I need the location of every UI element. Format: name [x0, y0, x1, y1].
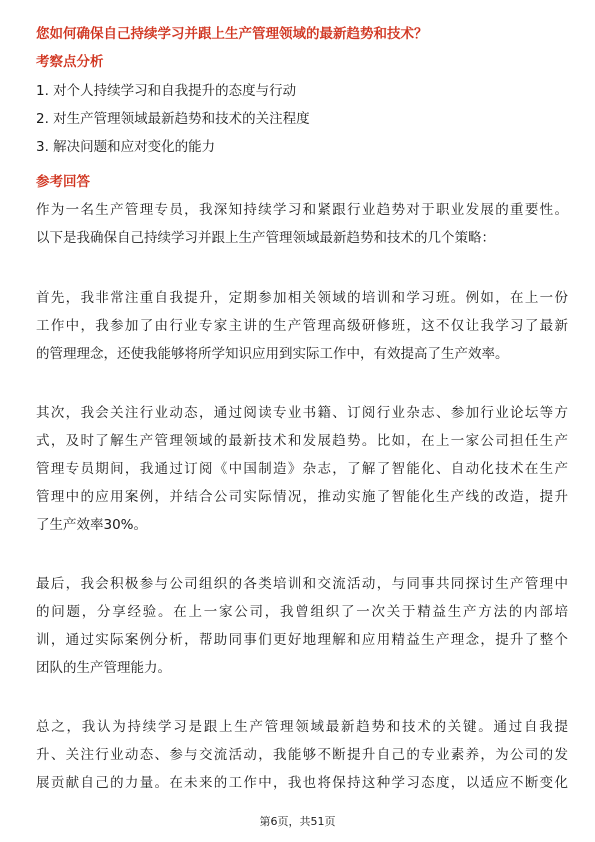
answer-paragraph-second — [36, 399, 568, 539]
paragraph-line: 团队的生产管理能力。 — [36, 660, 171, 676]
answer-paragraph-third — [36, 570, 568, 682]
answer-heading: 参考回答 — [36, 174, 90, 190]
paragraph-line: 训，通过实际案例分析，帮助同事们更好地理解和应用精益生产理念，提升了整个 — [36, 632, 568, 648]
paragraph-line: 以下是我确保自己持续学习并跟上生产管理领域最新趋势和技术的几个策略： — [36, 230, 495, 246]
paragraph-line: 作为一名生产管理专员，我深知持续学习和紧跟行业趋势对于职业发展的重要性。 — [36, 202, 568, 218]
paragraph-line: 其次，我会关注行业动态，通过阅读专业书籍、订阅行业杂志、参加行业论坛等方 — [36, 405, 568, 421]
analysis-heading: 考察点分析 — [36, 54, 104, 70]
paragraph-line: 总之，我认为持续学习是跟上生产管理领域最新趋势和技术的关键。通过自我提 — [36, 719, 568, 735]
paragraph-line: 管理专员期间，我通过订阅《中国制造》杂志，了解了智能化、自动化技术在生产 — [36, 461, 568, 477]
paragraph-line: 最后，我会积极参与公司组织的各类培训和交流活动，与同事共同探讨生产管理中 — [36, 576, 568, 592]
answer-paragraph-conclusion — [36, 713, 568, 797]
page-number-footer: 第6页，共51页 — [259, 815, 336, 828]
paragraph-line: 管理中的应用案例，并结合公司实际情况，推动实施了智能化生产线的改造，提升 — [36, 489, 568, 505]
paragraph-line: 式，及时了解生产管理领域的最新技术和发展趋势。比如，在上一家公司担任生产 — [36, 433, 568, 449]
paragraph-line: 首先，我非常注重自我提升，定期参加相关领域的培训和学习班。例如，在上一份 — [36, 290, 568, 306]
analysis-point-1: 1. 对个人持续学习和自我提升的态度与行动 — [36, 83, 297, 99]
paragraph-line: 的管理理念，还使我能够将所学知识应用到实际工作中，有效提高了生产效率。 — [36, 346, 509, 362]
answer-paragraph-first — [36, 284, 568, 368]
paragraph-line: 工作中，我参加了由行业专家主讲的生产管理高级研修班，这不仅让我学习了最新 — [36, 318, 568, 334]
paragraph-line: 了生产效率30%。 — [36, 517, 148, 533]
analysis-point-2: 2. 对生产管理领域最新趋势和技术的关注程度 — [36, 111, 310, 127]
analysis-point-3: 3. 解决问题和应对变化的能力 — [36, 139, 216, 155]
question-title: 您如何确保自己持续学习并跟上生产管理领域的最新趋势和技术？ — [36, 26, 428, 42]
paragraph-line: 升、关注行业动态、参与交流活动，我能够不断提升自己的专业素养，为公司的发 — [36, 747, 568, 763]
paragraph-line: 的问题，分享经验。在上一家公司，我曾组织了一次关于精益生产方法的内部培 — [36, 604, 568, 620]
paragraph-line: 展贡献自己的力量。在未来的工作中，我也将保持这种学习态度，以适应不断变化 — [36, 775, 568, 791]
answer-paragraph-intro — [36, 196, 568, 252]
